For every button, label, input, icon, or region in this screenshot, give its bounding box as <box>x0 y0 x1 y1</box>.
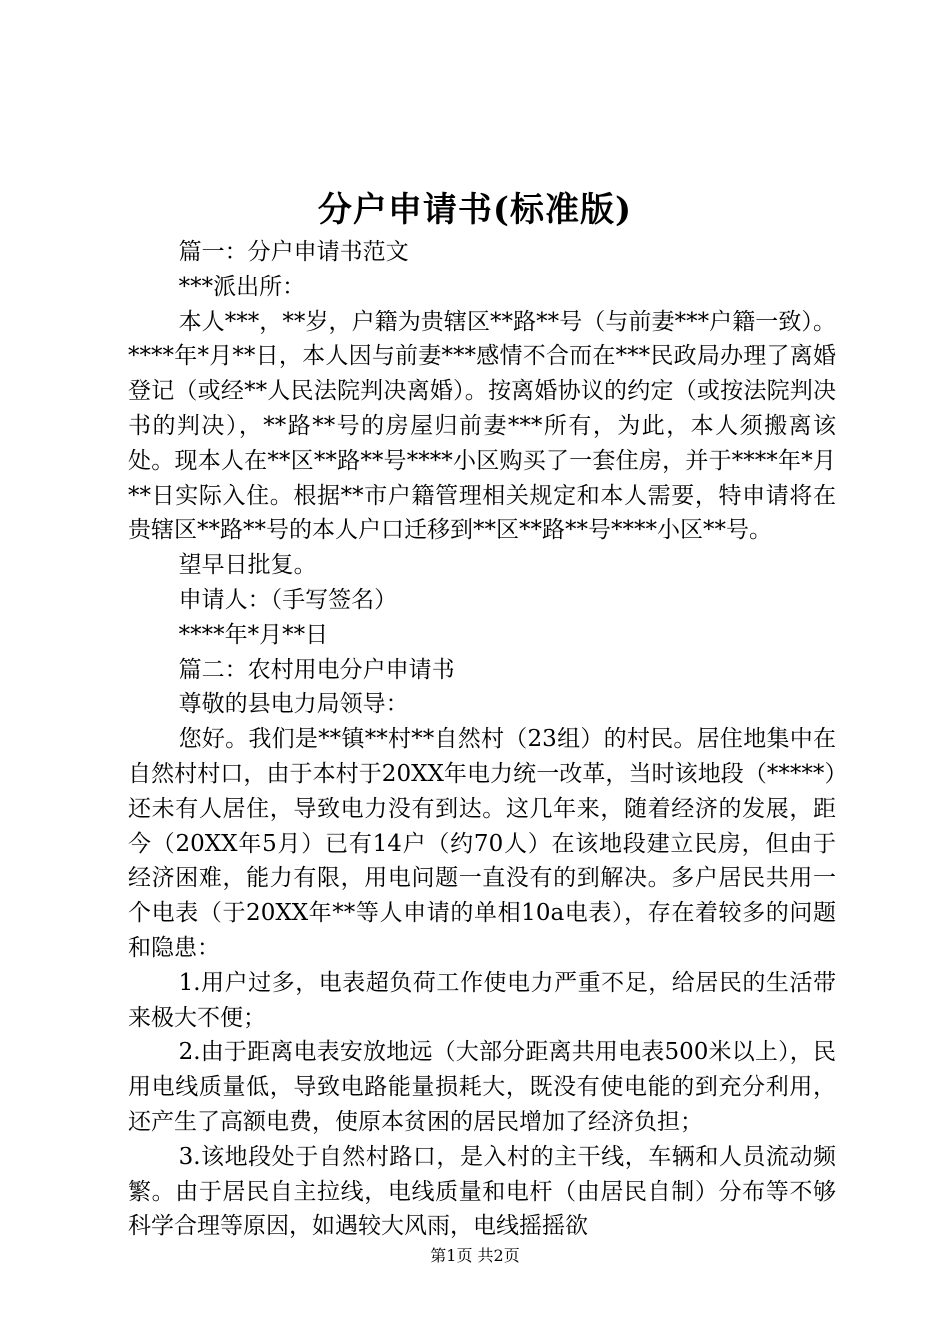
paragraph-heading-part-two: 篇二：农村用电分户申请书 <box>178 656 455 683</box>
paragraph-salutation-police: ***派出所： <box>178 273 306 300</box>
paragraph-issue-1: 1.用户过多，电表超负荷工作使电力严重不足，给居民的生活带来极大不便； <box>128 969 836 1031</box>
document-title: 分户申请书(标准版) <box>317 190 633 230</box>
paragraph-heading-part-one: 篇一：分户申请书范文 <box>178 239 409 265</box>
paragraph-date: ****年*月**日 <box>178 621 329 648</box>
page-footer: 第1页 共2页 <box>430 1246 520 1265</box>
paragraph-issue-3: 3.该地段处于自然村路口，是入村的主干线，车辆和人员流动频繁。由于居民自主拉线，电线质量和电杆（由居民自制）分布等不够科学合理等原因，如遇较大风雨，电线摇摇欲 <box>128 1143 836 1240</box>
paragraph-salutation-power-bureau: 尊敬的县电力局领导： <box>178 691 409 718</box>
document-body <box>128 235 836 1244</box>
paragraph-applicant-signature: 申请人：（手写签名） <box>178 586 398 613</box>
paragraph-background: 您好。我们是**镇**村**自然村（23组）的村民。居住地集中在自然村村口，由于本村于20XX年电力统一改革，当时该地段（*****）还未有人居住，导致电力没有到达。这几年来，随着经济的发展，距今（20XX年5月）已有14户（约70人）在该地段建立民房，但由于经济困难，能力有限，用电问题一直没有的到解决。多户居民共用一个电表（于20XX年**等人申请的单相10a电表），存在着较多的问题和隐患： <box>128 726 836 961</box>
paragraph-issue-2: 2.由于距离电表安放地远（大部分距离共用电表500米以上），民用电线质量低，导致电路能量损耗大，既没有使电能的到充分利用，还产生了高额电费，使原本贫困的居民增加了经济负担； <box>128 1039 836 1135</box>
paragraph-request: 望早日批复。 <box>178 552 317 579</box>
paragraph-application-body: 本人***，**岁，户籍为贵辖区**路**号（与前妻***户籍一致）。****年*月**日，本人因与前妻***感情不合而在***民政局办理了离婚登记（或经**人民法院判决离婚）。按离婚协议的约定（或按法院判决书的判决），**路**号的房屋归前妻***所有，为此，本人须搬离该处。现本人在**区**路**号****小区购买了一套住房，并于****年*月**日实际入住。根据**市户籍管理相关规定和本人需要，特申请将在贵辖区**路**号的本人户口迁移到**区**路**号****小区**号。 <box>128 308 836 544</box>
